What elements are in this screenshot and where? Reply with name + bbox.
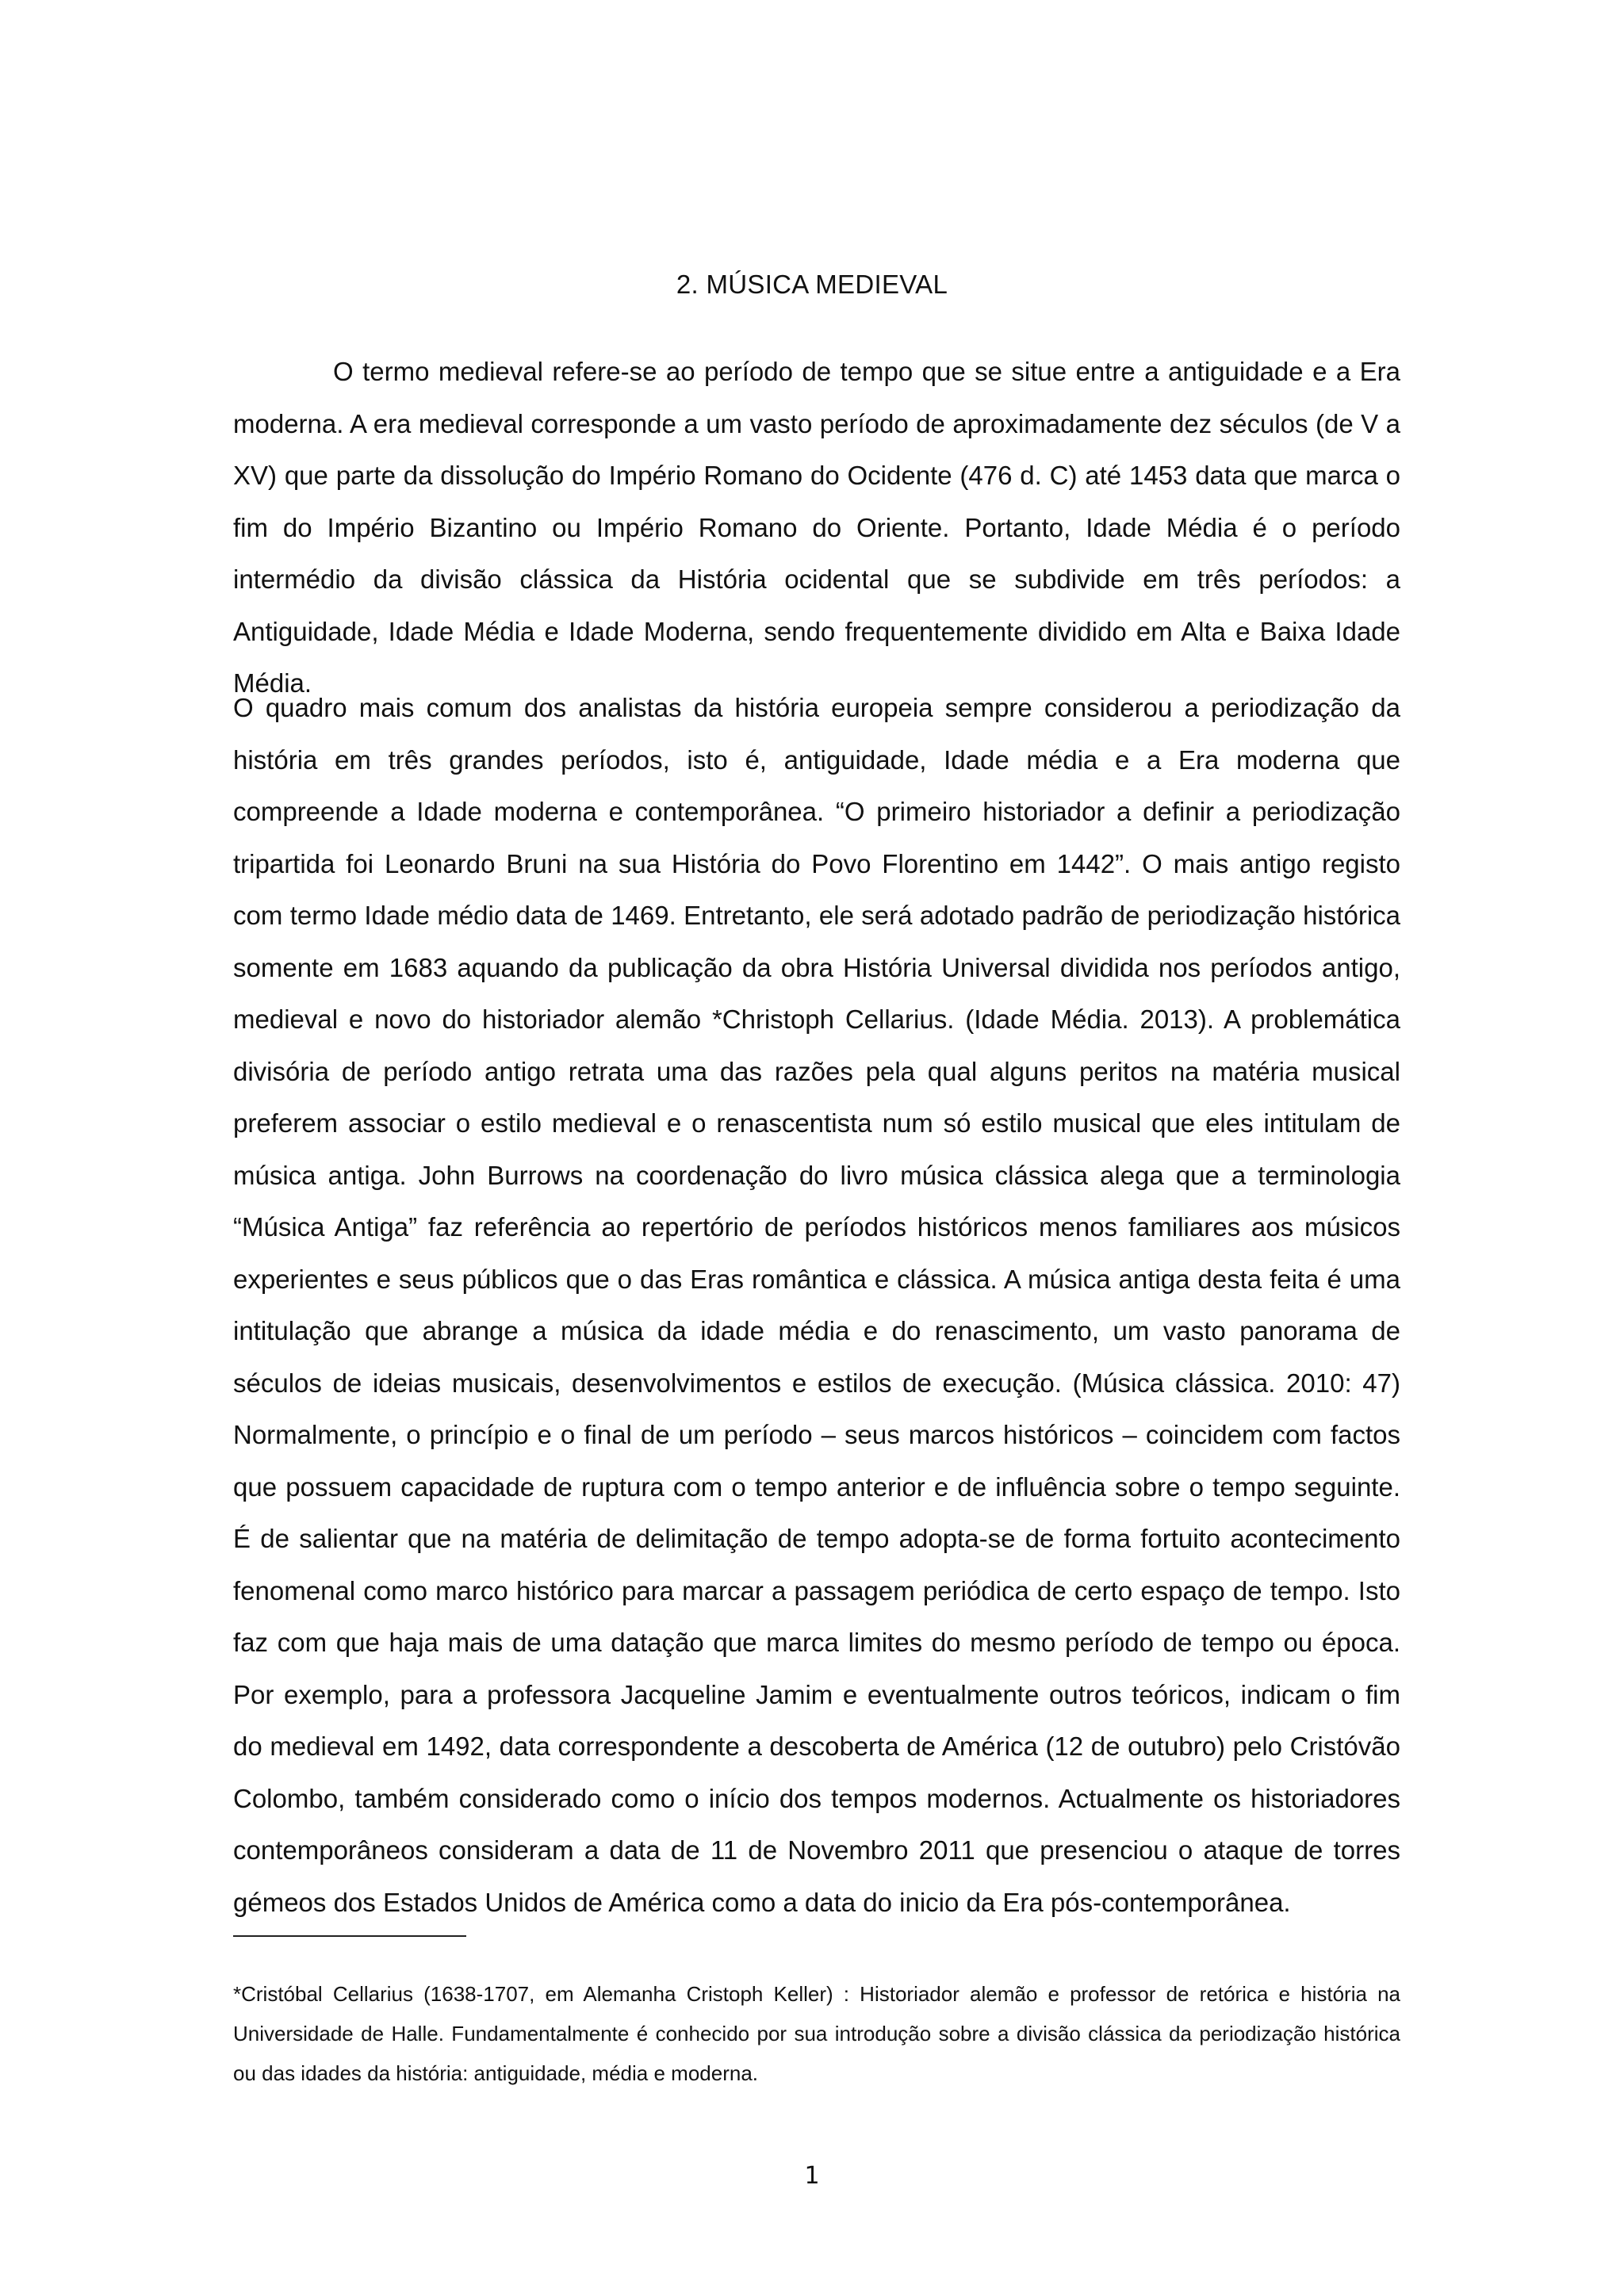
paragraph-2: O quadro mais comum dos analistas da história europeia sempre considerou a periodização da história em três grandes períodos, isto é, antiguidade, Idade média e a Era moderna que compreende a Idade moderna e contemporânea. “O primeiro historiador a definir a periodização tripartida foi Leonardo Bruni na sua História do Povo Florentino em 1442”. O mais antigo registo com termo Idade médio data de 1469. Entretanto, ele será adotado padrão de periodização histórica somente em 1683 aquando da publicação da obra História Universal dividida nos períodos antigo, medieval e novo do historiador alemão *Christoph Cellarius. (Idade Média. 2013). A problemática divisória de período antigo retrata uma das razões pela qual alguns peritos na matéria musical preferem associar o estilo medieval e o renascentista num só estilo musical que eles intitulam de música antiga. John Burrows na coordenação do livro música clássica alega que a terminologia “Música Antiga” faz referência ao repertório de períodos históricos menos familiares aos músicos experientes e seus públicos que o das Eras romântica e clássica. A música antiga desta feita é uma intitulação que abrange a música da idade média e do renascimento, um vasto panorama de séculos de ideias musicais, desenvolvimentos e estilos de execução. (Música clássica. 2010: 47) Normalmente, o princípio e o final de um período – seus marcos históricos – coincidem com factos que possuem capacidade de ruptura com o tempo anterior e de influência sobre o tempo seguinte. É de salientar que na matéria de delimitação de tempo adopta-se de forma fortuito acontecimento fenomenal como marco histórico para marcar a passagem periódica de certo espaço de tempo. Isto faz com que haja mais de uma datação que marca limites do mesmo período de tempo ou época. Por exemplo, para a professora Jacqueline Jamim e eventualmente outros teóricos, indicam o fim do medieval em 1492, data correspondente a descoberta de América (12 de outubro) pelo Cristóvão Colombo, também considerado como o início dos tempos modernos. Actualmente os historiadores contemporâneos consideram a data de 11 de Novembro 2011 que presenciou o ataque de torres gémeos dos Estados Unidos de América como a data do inicio da Era pós-contemporânea. xyxy=(233,693,1400,1917)
page-number: 1 xyxy=(804,2162,820,2190)
footnote-separator xyxy=(233,1935,466,1937)
section-heading: 2. MÚSICA MEDIEVAL xyxy=(676,270,948,299)
footnote: *Cristóbal Cellarius (1638-1707, em Alemanha Cristoph Keller) : Historiador alemão e professor de retórica e história na Universidade de Halle. Fundamentalmente é conhecido por sua introdução sobre a divisão clássica da periodização histórica ou das idades da história: antiguidade, média e moderna. xyxy=(233,1982,1400,2085)
paragraph-1: O termo medieval refere-se ao período de tempo que se situe entre a antiguidade e a Era moderna. A era medieval corresponde a um vasto período de aproximadamente dez séculos (de V a XV) que parte da dissolução do Império Romano do Ocidente (476 d. C) até 1453 data que marca o fim do Império Bizantino ou Império Romano do Oriente. Portanto, Idade Média é o período intermédio da divisão clássica da História ocidental que se subdivide em três períodos: a Antiguidade, Idade Média e Idade Moderna, sendo frequentemente dividido em Alta e Baixa Idade Média. xyxy=(233,357,1400,698)
